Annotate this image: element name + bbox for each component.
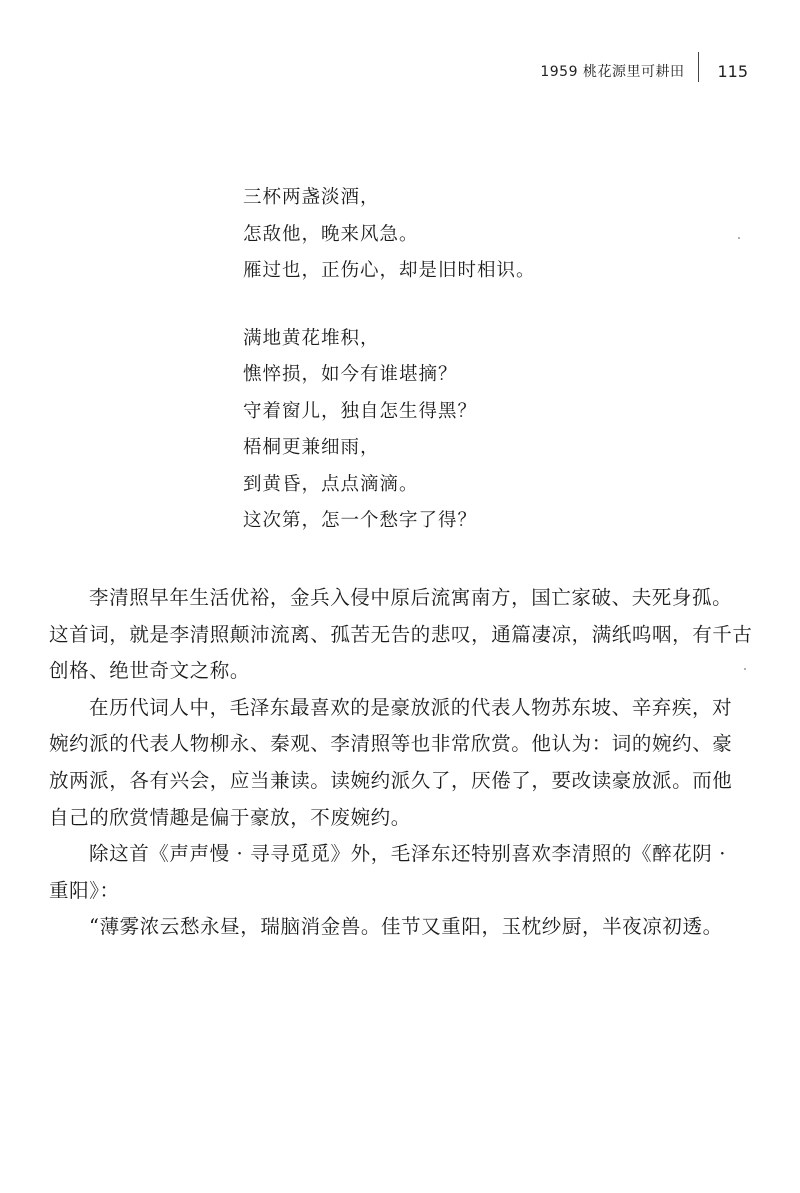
paragraph-line: 婉约派的代表人物柳永、秦观、李清照等也非常欣赏。他认为：词的婉约、豪	[49, 732, 733, 756]
poem-line: 雁过也，正伤心，却是旧时相识。	[243, 260, 536, 281]
scan-speck	[744, 668, 746, 670]
paragraph-line: “薄雾浓云愁永昼，瑞脑消金兽。佳节又重阳，玉枕纱厨，半夜凉初透。	[89, 915, 723, 939]
poem-line: 这次第，怎一个愁字了得？	[243, 510, 478, 531]
running-header	[540, 56, 748, 86]
poem-block	[243, 180, 536, 571]
poem-line: 梧桐更兼细雨，	[243, 437, 380, 458]
paragraph-line: 放两派，各有兴会，应当兼读。读婉约派久了，厌倦了，要改读豪放派。而他	[49, 768, 733, 792]
poem-line: 憔悴损，如今有谁堪摘？	[243, 364, 458, 385]
paragraph-line: 这首词，就是李清照颠沛流离、孤苦无告的悲叹，通篇凄凉，满纸呜咽，有千古	[49, 622, 753, 646]
paragraph-line: 在历代词人中，毛泽东最喜欢的是豪放派的代表人物苏东坡、辛弃疾，对	[89, 695, 733, 719]
paragraph-line: 李清照早年生活优裕，金兵入侵中原后流寓南方，国亡家破、夫死身孤。	[89, 586, 733, 609]
paragraph-line: 重阳》：	[49, 878, 120, 902]
body-text	[49, 580, 753, 946]
chapter-title: 1959 桃花源里可耕田	[540, 64, 685, 80]
poem-line: 三杯两盏淡酒，	[243, 187, 380, 208]
poem-stanza-2	[243, 321, 536, 540]
poem-line: 怎敌他，晚来风急。	[243, 223, 419, 245]
scan-speck	[738, 237, 740, 239]
paragraph-line: 除这首《声声慢 · 寻寻觅觅》外，毛泽东还特别喜欢李清照的《醉花阴 ·	[89, 842, 726, 866]
page-number: 115	[717, 61, 748, 81]
paragraph-line: 创格、绝世奇文之称。	[49, 659, 251, 683]
header-divider	[698, 52, 699, 82]
poem-line: 到黄昏，点点滴滴。	[243, 473, 419, 495]
poem-line: 守着窗儿，独自怎生得黑？	[243, 400, 478, 422]
poem-line: 满地黄花堆积，	[243, 327, 380, 349]
poem-stanza-1	[243, 180, 536, 290]
paragraph-line: 自己的欣赏情趣是偏于豪放，不废婉约。	[49, 805, 411, 829]
